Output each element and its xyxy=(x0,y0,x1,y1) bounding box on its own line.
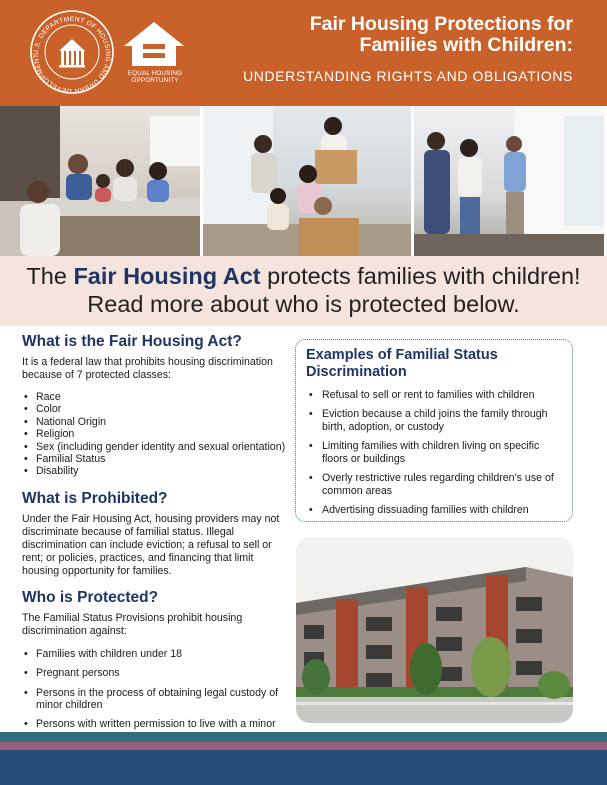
equal-housing-label xyxy=(122,70,188,84)
photo-strip xyxy=(0,106,607,256)
examples-heading: Examples of Familial Status Discrimination xyxy=(306,347,498,380)
list-item: • Eviction because a child joins the family through birth, adoption, or custody xyxy=(306,408,562,434)
list-item: • Refusal to sell or rent to families with children xyxy=(306,389,562,402)
banner-bold: Fair Housing Act xyxy=(73,263,261,289)
prohibited-heading: What is Prohibited? xyxy=(22,489,168,507)
examples-box xyxy=(295,339,573,522)
hud-seal-logo xyxy=(29,9,115,95)
banner-line1 xyxy=(0,262,607,290)
stripe-mauve xyxy=(0,742,607,750)
protected-intro: The Familial Status Provisions prohibit housing discrimination against: xyxy=(22,611,243,637)
list-item: • Advertising dissuading families with children xyxy=(306,504,562,517)
photo-kitchen-family xyxy=(0,106,200,256)
list-item: • Limiting families with children living on specific floors or buildings xyxy=(306,440,562,466)
list-item: • Persons with written permission to live with a minor xyxy=(22,718,290,743)
list-item: • Color xyxy=(22,403,290,415)
headline-banner xyxy=(0,256,607,326)
title-line2: Families with Children: xyxy=(359,34,573,56)
stripe-teal xyxy=(0,732,607,742)
banner-pre: The xyxy=(26,263,74,289)
list-item: • Pregnant persons xyxy=(22,667,290,679)
photo-moving-family xyxy=(203,106,411,256)
header-bar xyxy=(0,0,607,106)
banner-post: protects families with children! xyxy=(260,263,581,289)
list-item: • National Origin xyxy=(22,416,290,428)
photo-home-tour xyxy=(414,106,604,256)
photo-apartment-building xyxy=(296,537,573,723)
list-item: • Sex (including gender identity and sexual orientation) xyxy=(22,441,290,453)
what-is-heading: What is the Fair Housing Act? xyxy=(22,333,242,350)
list-item: • Overly restrictive rules regarding children’s use of common areas xyxy=(306,472,562,498)
prohibited-text: Under the Fair Housing Act, housing providers may not discriminate because of familial status. Illegal discrimination can include eviction; a refusal to sell or rent; or policies, practices, and financing that limit housing opportunity for families. xyxy=(22,512,280,577)
page-subtitle: UNDERSTANDING RIGHTS AND OBLIGATIONS xyxy=(243,68,573,84)
list-item: • Disability xyxy=(22,465,290,477)
list-item: • Race xyxy=(22,391,290,403)
eho-line2: OPPORTUNITY xyxy=(131,77,179,84)
eho-line1: EQUAL HOUSING xyxy=(127,70,183,77)
left-column xyxy=(22,333,290,750)
protected-list xyxy=(22,648,290,743)
list-item: • Families with children under 18 xyxy=(22,648,290,660)
list-item: • Persons in the process of obtaining legal custody of minor children xyxy=(22,687,290,712)
protected-heading: Who is Protected? xyxy=(22,588,159,606)
seal-text: U.S. DEPARTMENT OF HOUSING AND URBAN DEVELOPMENT xyxy=(32,15,112,95)
protected-classes-list xyxy=(22,391,290,478)
list-item: • Religion xyxy=(22,428,290,440)
what-is-intro: It is a federal law that prohibits housing discrimination because of 7 protected classes: xyxy=(22,356,273,381)
stripe-blue xyxy=(0,750,607,785)
title-line1: Fair Housing Protections for xyxy=(309,13,573,35)
page-title xyxy=(213,14,573,56)
examples-list xyxy=(306,389,562,517)
list-item: • Familial Status xyxy=(22,453,290,465)
banner-line2: Read more about who is protected below. xyxy=(87,291,520,317)
